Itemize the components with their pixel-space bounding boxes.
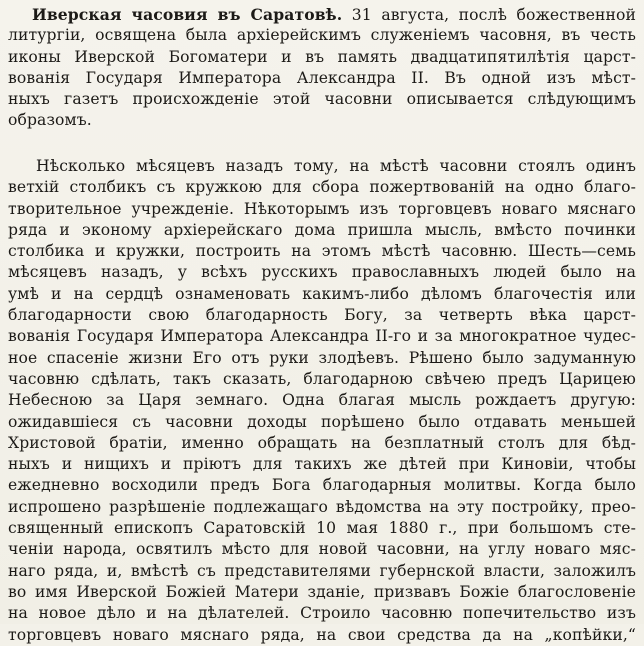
paragraph-2-line-16: ежедневно восходили предъ Бога благодарныя молитвы. Когда было xyxy=(8,476,636,495)
paragraph-2-line-17: испрошено разрѣшеніе подлежащаго вѣдомства на эту постройку, прео- xyxy=(8,497,636,516)
paragraph-1-line-2: литургіи, освящена была архіерейскимъ служеніемъ часовня, въ честь xyxy=(8,26,636,45)
article-heading: Иверская часовия въ Саратовѣ. xyxy=(32,5,343,24)
paragraph-1-line-3: иконы Иверской Богоматери и въ память двадцатипятилѣтія царст- xyxy=(8,47,636,66)
paragraph-1-line-4: вованія Государя Императора Александра II. Въ одной изъ мѣст- xyxy=(8,68,636,87)
paragraph-1-line-1 xyxy=(8,4,636,25)
paragraph-2-line-3: творительное учрежденіе. Нѣкоторымъ изъ торговцевъ новаго мяснаго xyxy=(8,199,636,218)
paragraph-2-line-2: ветхій столбикъ съ кружкою для сбора пожертвованій на одно благо- xyxy=(8,178,636,197)
paragraph-2-line-5: столбика и кружки, построить на этомъ мѣстѣ часовню. Шесть—семь xyxy=(8,242,636,261)
paragraph-2-line-12: Небесною за Царя земнаго. Одна благая мысль рождаетъ другую: xyxy=(8,391,636,410)
paragraph-2-line-23: торговцевъ новаго мяснаго ряда, на свои средства да на „копѣйки,“ xyxy=(8,625,636,644)
paragraph-1-line-6: образомъ. xyxy=(8,111,92,130)
paragraph-2-line-8: благодарности свою благодарность Богу, за четверть вѣка царст- xyxy=(8,306,636,325)
paragraph-2-line-1: Нѣсколько мѣсяцевъ назадъ тому, на мѣстѣ часовни стоялъ одинъ xyxy=(36,157,636,175)
paragraph-2-line-6: мѣсяцевъ назадъ, у всѣхъ русскихъ православныхъ людей было на xyxy=(8,263,636,282)
paragraph-2-line-7: умѣ и на сердцѣ ознаменовать какимъ-либо дѣломъ благочестія или xyxy=(8,284,636,303)
paragraph-2-line-10: ное спасеніе жизни Его отъ руки злодѣевъ. Рѣшено было задуманную xyxy=(8,348,636,367)
paragraph-2-line-13: ожидавшіеся съ часовни доходы порѣшено было отдавать меньшей xyxy=(8,412,636,431)
paragraph-1 xyxy=(8,4,636,132)
paragraph-2-line-21: во имя Иверской Божіей Матери зданіе, призвавъ Божіе благословеніе xyxy=(8,582,636,601)
paragraph-2-line-11: часовню сдѣлать, такъ сказать, благодарною свѣчею предъ Царицею xyxy=(8,369,636,388)
paragraph-2-line-15: ныхъ и нищихъ и пріютъ для такихъ же дѣтей при Киновіи, чтобы xyxy=(8,455,636,474)
paragraph-2-line-22: на новое дѣло и на дѣлателей. Строило часовню попечительство изъ xyxy=(8,604,636,623)
paragraph-2-line-14: Христовой братіи, именно обращать на безплатный столъ для бѣд- xyxy=(8,433,636,452)
paragraph-1-line-1-text: 31 августа, послѣ божественной xyxy=(342,6,636,24)
paragraph-2-line-9: вованія Государя Императора Александра II-го и за многократное чудес- xyxy=(8,327,636,346)
paragraph-1-line-5: ныхъ газетъ происхожденіе этой часовни описывается слѣдующимъ xyxy=(8,90,636,109)
paragraph-2-line-4: ряда и эконому архіерейскаго дома пришла мысль, вмѣсто починки xyxy=(8,220,636,239)
paragraph-2-line-20: наго ряда, и, вмѣстѣ съ представителями губернской власти, заложилъ xyxy=(8,561,636,580)
paragraph-2-line-19: ченіи народа, освятилъ мѣсто для новой часовни, на углу новаго мяс- xyxy=(8,540,636,559)
paragraph-2-line-18: священный епископъ Саратовскій 10 мая 1880 г., при большомъ сте- xyxy=(8,519,636,538)
paragraph-2 xyxy=(8,156,636,646)
